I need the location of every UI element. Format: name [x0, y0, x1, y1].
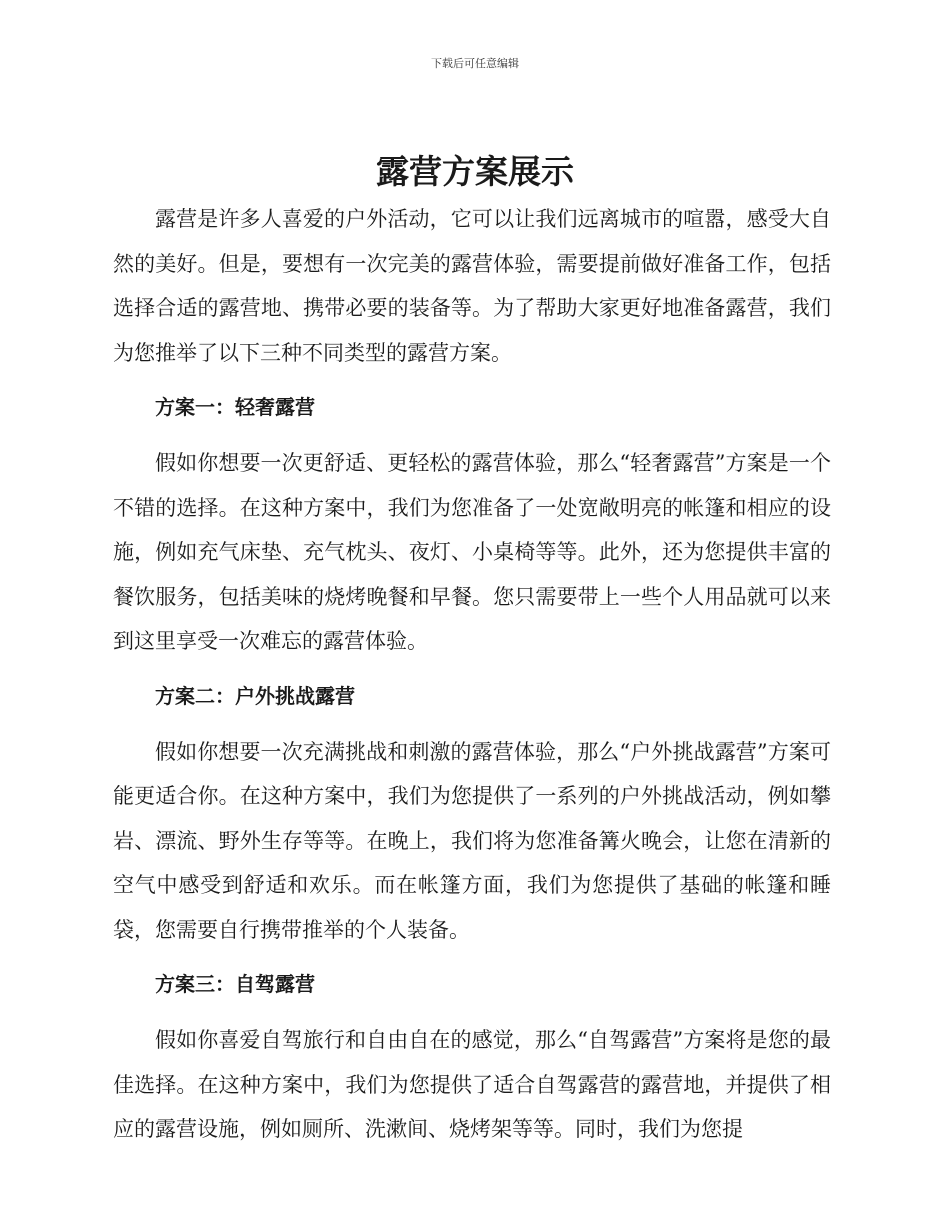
section-paragraph-2: 假如你想要一次充满挑战和刺激的露营体验，那么“户外挑战露营”方案可能更适合你。在这种方案中，我们为您提供了一系列的户外挑战活动，例如攀岩、漂流、野外生存等等。在晚上，我们将为您准备篝火晚会，让您在清新的空气中感受到舒适和欢乐。而在帐篷方面，我们为您提供了基础的帐篷和睡袋，您需要自行携带推举的个人装备。: [113, 739, 831, 942]
header-note: 下载后可任意编辑: [431, 57, 519, 70]
section-heading-1: 方案一：轻奢露营: [155, 395, 315, 419]
intro-paragraph: 露营是许多人喜爱的户外活动，它可以让我们远离城市的喧嚣，感受大自然的美好。但是，要想有一次完美的露营体验，需要提前做好准备工作，包括选择合适的露营地、携带必要的装备等。为了帮助大家更好地准备露营，我们为您推举了以下三种不同类型的露营方案。: [113, 207, 831, 365]
section-heading-2: 方案二：户外挑战露营: [155, 683, 355, 708]
document-body: [113, 197, 831, 1152]
section-paragraph-1: 假如你想要一次更舒适、更轻松的露营体验，那么“轻奢露营”方案是一个不错的选择。在这种方案中，我们为您准备了一处宽敞明亮的帐篷和相应的设施，例如充气床垫、充气枕头、夜灯、小桌椅等等。此外，还为您提供丰富的餐饮服务，包括美味的烧烤晚餐和早餐。您只需要带上一些个人用品就可以来到这里享受一次难忘的露营体验。: [113, 451, 831, 653]
document-title: 露营方案展示: [376, 152, 574, 191]
section-heading-3: 方案三：自驾露营: [155, 972, 315, 996]
section-paragraph-3: 假如你喜爱自驾旅行和自由自在的感觉，那么“自驾露营”方案将是您的最佳选择。在这种方案中，我们为您提供了适合自驾露营的露营地，并提供了相应的露营设施，例如厕所、洗漱间、烧烤架等等。同时，我们为您提: [113, 1028, 831, 1141]
